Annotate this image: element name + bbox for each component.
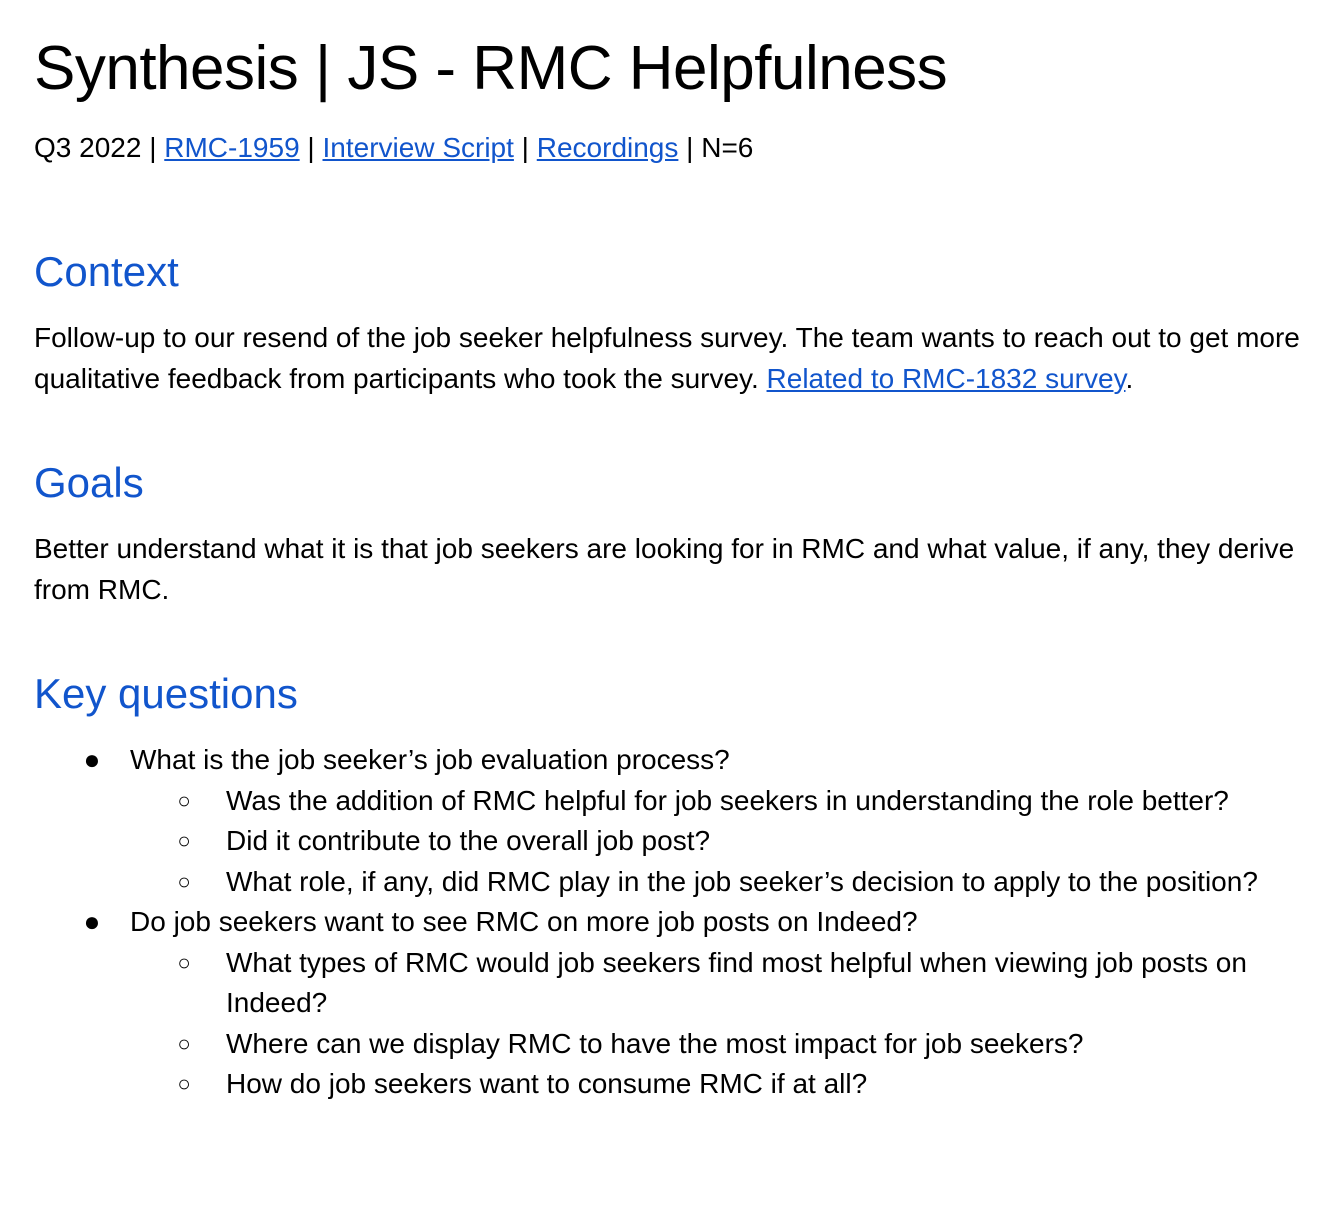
context-heading: Context	[34, 248, 179, 295]
context-text: Follow-up to our resend of the job seeker helpfulness survey. The team wants to reach out to get more qualitative feedback from participants who took the survey.	[34, 322, 1300, 394]
key-questions-list	[34, 740, 1306, 1105]
hollow-bullet-icon: ○	[177, 1071, 191, 1096]
list-item	[34, 740, 1306, 902]
bullet-icon: ●	[83, 906, 101, 937]
sub-question-text: Did it contribute to the overall job post?	[226, 825, 711, 856]
meta-separator: |	[678, 132, 702, 163]
hollow-bullet-icon: ○	[177, 787, 191, 813]
key-questions-heading: Key questions	[34, 670, 298, 717]
context-paragraph	[34, 318, 1306, 399]
hollow-bullet-icon: ○	[177, 868, 191, 894]
document-meta-line	[34, 128, 1306, 168]
sub-questions-list	[130, 781, 1306, 903]
sub-list-item	[130, 1024, 1306, 1065]
sub-question-text: Where can we display RMC to have the most impact for job seekers?	[226, 1027, 1084, 1059]
recordings-link[interactable]: Recordings	[536, 132, 679, 163]
question-text: Do job seekers want to see RMC on more job posts on Indeed?	[130, 906, 918, 937]
page-title: Synthesis | JS - RMC Helpfulness	[34, 34, 948, 103]
sub-list-item	[130, 862, 1306, 903]
hollow-bullet-icon: ○	[177, 828, 191, 853]
sub-list-item	[130, 943, 1306, 1024]
interview-script-link[interactable]: Interview Script	[322, 132, 514, 163]
question-text: What is the job seeker’s job evaluation process?	[130, 744, 730, 775]
bullet-icon: ●	[83, 744, 101, 775]
related-survey-link[interactable]: Related to RMC-1832 survey	[766, 362, 1126, 394]
sample-size: N=6	[701, 132, 754, 163]
sub-questions-list	[130, 943, 1306, 1105]
ticket-link[interactable]: RMC-1959	[164, 132, 300, 163]
list-item	[34, 902, 1306, 1105]
sub-question-text: What types of RMC would job seekers find most helpful when viewing job posts on Indeed?	[226, 946, 1247, 1018]
meta-separator: |	[299, 132, 323, 163]
sub-list-item	[130, 781, 1306, 822]
goals-heading: Goals	[34, 459, 144, 506]
sub-list-item	[130, 821, 1306, 862]
sub-question-text: Was the addition of RMC helpful for job seekers in understanding the role better?	[226, 784, 1229, 816]
hollow-bullet-icon: ○	[177, 949, 191, 975]
hollow-bullet-icon: ○	[177, 1030, 191, 1056]
context-trailing-punctuation: .	[1125, 362, 1134, 394]
meta-separator: |	[141, 132, 165, 163]
goals-paragraph: Better understand what it is that job seekers are looking for in RMC and what value, if any, they derive from RMC.	[34, 533, 1295, 605]
sub-list-item	[130, 1064, 1306, 1105]
sub-question-text: How do job seekers want to consume RMC if at all?	[226, 1068, 868, 1099]
quarter-label: Q3 2022	[34, 132, 142, 163]
sub-question-text: What role, if any, did RMC play in the job seeker’s decision to apply to the position?	[226, 865, 1258, 897]
meta-separator: |	[513, 132, 537, 163]
